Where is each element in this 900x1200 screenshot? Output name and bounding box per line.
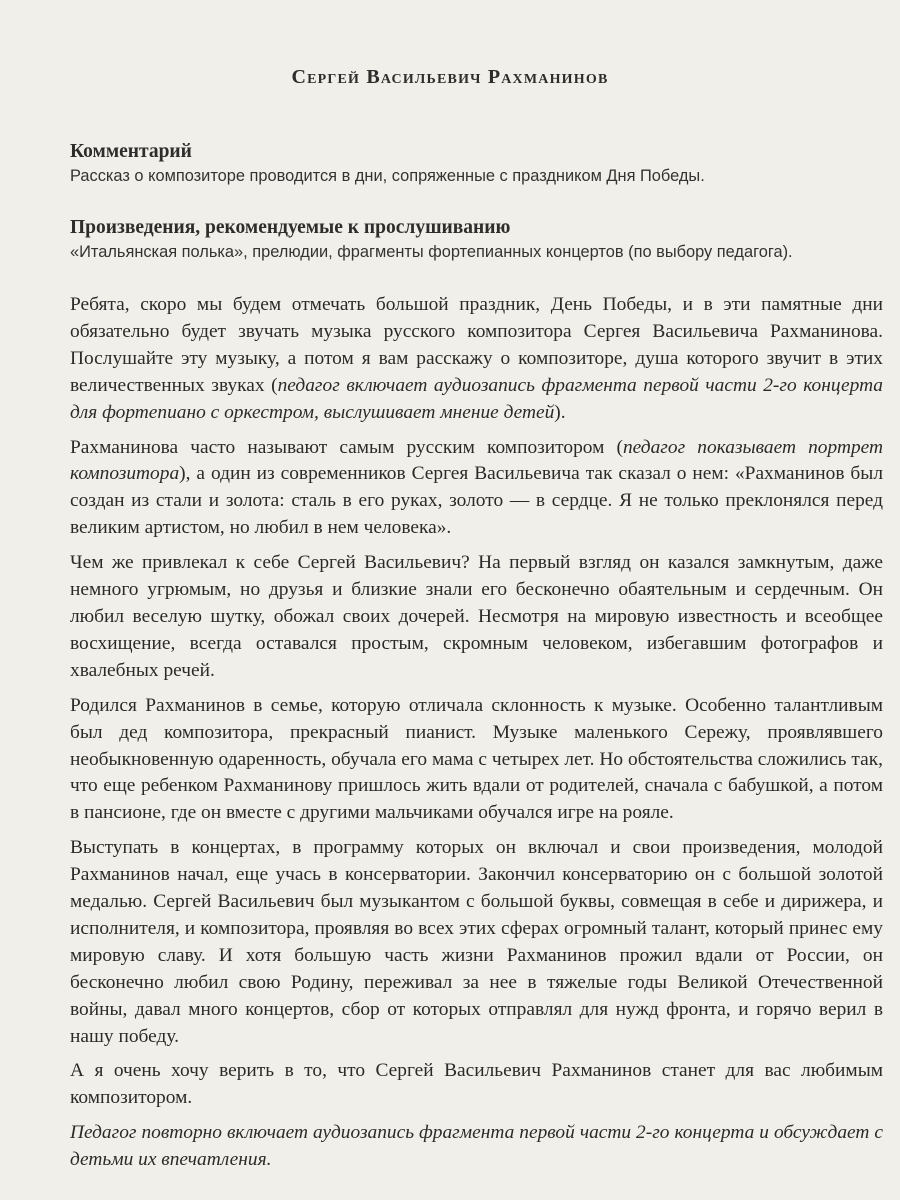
paragraph-1-text-a: Ребята, скоро мы будем отмечать большой праздник, День Победы, и в эти памятные дни обязательно будет звучать музыка русского композитора Сергея Васильевича Рахманинова. Послушайте эту музыку, а потом я вам расскажу о композиторе, душа которого звучит в этих величественных звуках (	[70, 294, 883, 396]
comment-heading: Комментарий	[70, 141, 192, 162]
works-heading: Произведения, рекомендуемые к прослушиванию	[70, 217, 511, 238]
page-title	[0, 66, 900, 89]
paragraph-1-text-b: ).	[554, 401, 566, 423]
works-section	[70, 216, 870, 264]
comment-section	[70, 140, 870, 188]
paragraph-1-italic: педагог включает аудиозапись фрагмента первой части 2-го концерта для фортепиано с оркестром, выслушивает мнение детей	[70, 374, 884, 423]
paragraph-2-text-b: ), а один из современников Сергея Васильевича так сказал о нем: «Рахманинов был создан из стали и золота: сталь в его руках, золото — в сердце. Я не только преклонялся перед великим артистом, но любил в нем человека».	[70, 463, 883, 539]
paragraph-3: Чем же привлекал к себе Сергей Васильевич? На первый взгляд он казался замкнутым, даже немного угрюмым, но друзья и близкие знали его бесконечно обаятельным и сердечным. Он любил веселую шутку, обожал своих дочерей. Несмотря на мировую известность и всеобщее восхищение, всегда оставался простым, скромным человеком, избегавшим фотографов и хвалебных речей.	[70, 552, 883, 681]
paragraph-6: А я очень хочу верить в то, что Сергей Васильевич Рахманинов станет для вас любимым композитором.	[70, 1060, 883, 1109]
page-title-text: Сергей Васильевич Рахманинов	[291, 66, 609, 88]
paragraph-1	[70, 292, 883, 427]
paragraph-5: Выступать в концертах, в программу которых он включал и свои произведения, молодой Рахманинов начал, еще учась в консерватории. Закончил консерваторию он с большой золотой медалью. Сергей Васильевич был музыкантом с большой буквы, совмещая в себе и дирижера, и исполнителя, и композитора, проявляя во всех этих сферах огромный талант, который принес ему мировую славу. И хотя большую часть жизни Рахманинов прожил вдали от России, он бесконечно любил свою Родину, переживал за нее в тяжелые годы Великой Отечественной войны, давал много концертов, сбор от которых отправлял для нужд фронта, и горячо верил в нашу победу.	[70, 837, 883, 1047]
paragraph-2-italic: педагог показывает портрет композитора	[70, 436, 883, 485]
paragraph-4: Родился Рахманинов в семье, которую отличала склонность к музыке. Особенно талантливым был дед композитора, прекрасный пианист. Музыке маленького Сережу, проявлявшего необыкновенную одаренность, обучала его мама с четырех лет. Но обстоятельства сложились так, что еще ребенком Рахманинову пришлось жить вдали от родителей, сначала с бабушкой, а потом в пансионе, где он вместе с другими мальчиками обучался игре на рояле.	[70, 694, 883, 824]
paragraph-7: Педагог повторно включает аудиозапись фрагмента первой части 2-го концерта и обсуждает с детьми их впечатления.	[70, 1122, 883, 1171]
paragraph-2	[70, 435, 883, 543]
comment-text: Рассказ о композиторе проводится в дни, сопряженные с праздником Дня Победы.	[70, 167, 705, 185]
works-text: «Итальянская полька», прелюдии, фрагменты фортепианных концертов (по выбору педагога).	[70, 243, 793, 261]
main-text	[70, 292, 883, 1182]
paragraph-2-text-a: Рахманинова часто называют самым русским композитором (	[70, 436, 623, 458]
